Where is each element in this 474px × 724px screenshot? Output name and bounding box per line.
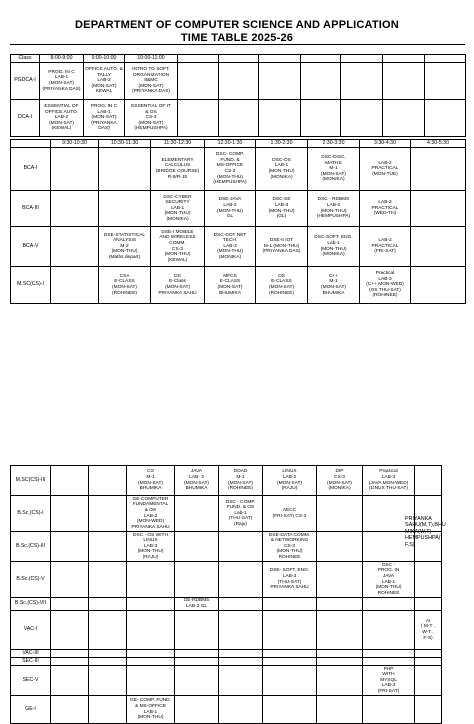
schedule-cell xyxy=(363,696,415,724)
schedule-cell: GE-RDBMS LAB-2 GL xyxy=(175,598,219,611)
schedule-cell xyxy=(175,611,219,650)
schedule-cell xyxy=(175,562,219,598)
timetable-msc3-bsc xyxy=(10,465,442,724)
class-label: BCA-V xyxy=(11,227,51,267)
column-header xyxy=(425,55,466,63)
table-row xyxy=(11,696,442,724)
schedule-cell: AI ( M-T , W-T , F-S) xyxy=(415,611,442,650)
schedule-cell xyxy=(51,191,99,227)
class-label: GE-I xyxy=(11,696,51,724)
schedule-cell xyxy=(51,227,99,267)
table-row xyxy=(11,227,466,267)
schedule-cell xyxy=(341,100,383,137)
schedule-cell xyxy=(317,658,363,666)
schedule-cell: DSC- COMP. FUND. & MS-OFFICE CS-3 (MON-THU) (HEMPUSHPA) xyxy=(205,148,256,191)
schedule-cell: PHP WITH MYSQL LAB-3 (FRI-SAT) xyxy=(363,666,415,696)
schedule-cell xyxy=(263,696,317,724)
schedule-cell xyxy=(317,666,363,696)
class-label: SEC-V xyxy=(11,666,51,696)
column-header xyxy=(341,55,383,63)
column-header: 10:30-11:30 xyxy=(99,140,151,148)
schedule-cell xyxy=(411,191,466,227)
schedule-cell xyxy=(219,63,259,100)
schedule-cell xyxy=(99,191,151,227)
schedule-cell: PROG. IN C LAB-1 (MON-SAT) (PRIYANKA DAS) xyxy=(84,100,125,137)
schedule-cell: DSE- SOFT. ENG. LAB-3 (THU-SAT) PRIYANKA SAHU xyxy=(263,562,317,598)
schedule-cell xyxy=(341,63,383,100)
schedule-cell xyxy=(51,496,89,532)
schedule-cell: LINUX LAB-2 (MON-SAT) (RAJU) xyxy=(263,466,317,496)
schedule-cell xyxy=(219,666,263,696)
schedule-cell: GE- COMP. FUND. & MS-OFFICE LAB-1 (MON-THU) xyxy=(127,696,175,724)
schedule-cell xyxy=(175,496,219,532)
column-header: 2:30-3:30 xyxy=(308,140,360,148)
schedule-cell: GE-COMPUTER FUNDAMENTAL & OS LAB-2 (MON-WED) PRIYANKA SAHU xyxy=(127,496,175,532)
schedule-cell xyxy=(89,598,127,611)
class-label: M.SC(CS)-I xyxy=(11,267,51,304)
schedule-cell: INTRO TO SOFT. ORGANIZATION 8&MC (MON-SAT) (PRIYANKA DAS) xyxy=(125,63,178,100)
class-label: SEC-III xyxy=(11,658,51,666)
schedule-cell xyxy=(89,650,127,658)
column-header: 4:30-5:30 xyxy=(411,140,466,148)
schedule-cell: DIP CS-3 (MON-SAT) (MONIKA) xyxy=(317,466,363,496)
table-row xyxy=(11,666,442,696)
schedule-cell xyxy=(301,63,341,100)
schedule-cell xyxy=(219,562,263,598)
schedule-cell xyxy=(175,650,219,658)
class-label: VAC-III xyxy=(11,650,51,658)
schedule-cell xyxy=(219,532,263,562)
schedule-cell xyxy=(127,666,175,696)
timetable-pg-diploma xyxy=(10,54,466,137)
timetable-subtitle: TIME TABLE 2025-26 xyxy=(180,32,294,44)
schedule-cell: DSE-STATISTICAL ANALYSIS M-2 (MON-THU) (Maths depart) xyxy=(99,227,151,267)
schedule-cell: MFCS E-CLASS (MON-SAT) BHUMIKA xyxy=(205,267,256,304)
schedule-cell xyxy=(51,696,89,724)
timetable-bca-msc1 xyxy=(10,139,466,304)
class-label: BCA-I xyxy=(11,148,51,191)
schedule-cell: DSE-II IOT M-1 (MON-THU) (PRIYANKA DAS) xyxy=(256,227,308,267)
schedule-cell xyxy=(415,666,442,696)
schedule-cell xyxy=(51,658,89,666)
schedule-cell xyxy=(89,696,127,724)
column-header: 10:00-11:00 xyxy=(125,55,178,63)
schedule-cell xyxy=(89,496,127,532)
column-header: 8:00-9:00 xyxy=(40,55,84,63)
schedule-cell xyxy=(178,100,219,137)
schedule-cell xyxy=(411,267,466,304)
schedule-cell xyxy=(317,696,363,724)
schedule-cell xyxy=(317,611,363,650)
schedule-cell xyxy=(317,562,363,598)
schedule-cell: LAB-2 PRACTICAL (MON-TUE) xyxy=(360,148,411,191)
schedule-cell xyxy=(51,650,89,658)
department-title: DEPARTMENT OF COMPUTER SCIENCE AND APPLICATION xyxy=(75,19,399,31)
class-label: B.Sc.(CS)-V xyxy=(11,562,51,598)
table-row xyxy=(11,466,442,496)
schedule-cell: ESSENTIAL OF OFFICE AUTO. LAB-2 (MON-SAT) (KEWAL) xyxy=(40,100,84,137)
schedule-cell xyxy=(415,696,442,724)
schedule-cell xyxy=(99,148,151,191)
column-header: 3:30-4:30 xyxy=(360,140,411,148)
schedule-cell: CSA E-CLASS (MON-SAT) (ROHINEE) xyxy=(99,267,151,304)
schedule-cell xyxy=(411,148,466,191)
schedule-cell: DSC - PROG. IN JAVA LAB-1 (MON-THU) ROHINEE xyxy=(363,562,415,598)
table-row xyxy=(11,267,466,304)
schedule-cell xyxy=(317,496,363,532)
schedule-cell xyxy=(51,666,89,696)
schedule-cell xyxy=(425,63,466,100)
schedule-cell xyxy=(51,532,89,562)
schedule-cell xyxy=(425,100,466,137)
schedule-cell: CG M-1 (MON-SAT) BHUMIKA xyxy=(127,466,175,496)
schedule-cell xyxy=(411,227,466,267)
column-header xyxy=(259,55,301,63)
schedule-cell: DSC - OS WITH LINUX LAB-3 (MON-THU) (RAJU) xyxy=(127,532,175,562)
table-row xyxy=(11,63,466,100)
header-divider xyxy=(10,44,465,45)
schedule-cell xyxy=(263,598,317,611)
schedule-cell xyxy=(175,696,219,724)
column-header xyxy=(11,140,51,148)
class-label: DCA-I xyxy=(11,100,40,137)
table-row xyxy=(11,532,442,562)
class-label: M.SC(CS)-III xyxy=(11,466,51,496)
schedule-cell xyxy=(219,611,263,650)
schedule-cell xyxy=(263,650,317,658)
schedule-cell xyxy=(317,598,363,611)
vac-faculty-note: PRIYANKA SAHU(M,T),BHU MIKA(W,T) HEMPUSHPA( F,S) xyxy=(405,516,446,548)
schedule-cell xyxy=(175,658,219,666)
schedule-cell: ELEMENTARY CALCULUS (BRIDGE COURSE) R-9/R-10 xyxy=(151,148,205,191)
schedule-cell xyxy=(263,658,317,666)
table-row xyxy=(11,611,442,650)
schedule-cell xyxy=(219,696,263,724)
column-header: 12:30-1:30 xyxy=(205,140,256,148)
schedule-cell xyxy=(89,466,127,496)
schedule-cell xyxy=(175,532,219,562)
schedule-cell: Practical LAB-3 (JAVA MON-WED) (LINUX THU-SAT) xyxy=(363,466,415,496)
schedule-cell: DSC-DISC. MATHS M-1 (MON-SAT) (MONIKA) xyxy=(308,148,360,191)
schedule-cell xyxy=(175,666,219,696)
schedule-cell xyxy=(51,267,99,304)
column-header xyxy=(301,55,341,63)
schedule-cell xyxy=(415,650,442,658)
schedule-cell: DSC-SE LAB-3 (MON-THU) (GL) xyxy=(256,191,308,227)
schedule-cell: C++ M-1 (MON-SAT) BHUMIKA xyxy=(308,267,360,304)
schedule-cell: LAB-2 PRACTICAL (WED-TH) xyxy=(360,191,411,227)
table-row xyxy=(11,598,442,611)
schedule-cell xyxy=(383,63,425,100)
schedule-cell xyxy=(219,598,263,611)
schedule-cell: AECC (FRI-SAT) CS-3 xyxy=(263,496,317,532)
schedule-cell: DSE-JAVA LAB-2 (MON-THU) GL xyxy=(205,191,256,227)
schedule-cell: Practical LAB-3 (C++ MON-WED) (OS THU-SAT) (ROHINEE) xyxy=(360,267,411,304)
column-header: 11:30-12:30 xyxy=(151,140,205,148)
schedule-cell xyxy=(415,466,442,496)
schedule-cell: DSC-OS LAB-1 (MON-THU) (MONIKA) xyxy=(256,148,308,191)
table-row xyxy=(11,650,442,658)
schedule-cell: DSC-SOFT. ENG. Lab-1 (MON-THU) (MONIKA) xyxy=(308,227,360,267)
table-row xyxy=(11,191,466,227)
schedule-cell: JAVA LAB- 3 (MON-SAT) BHUMIKA xyxy=(175,466,219,496)
schedule-cell xyxy=(259,100,301,137)
schedule-cell: DSC-DOT NET TECH. LAB-3 (MON-THU) (MONIKA) xyxy=(205,227,256,267)
schedule-cell: DOAD M-1 (MON-SAT) (ROHINEE) xyxy=(219,466,263,496)
table-row xyxy=(11,562,442,598)
column-header: 9:00-10:00 xyxy=(84,55,125,63)
schedule-cell xyxy=(178,63,219,100)
schedule-cell xyxy=(127,611,175,650)
column-header xyxy=(219,55,259,63)
schedule-cell xyxy=(127,598,175,611)
schedule-cell xyxy=(127,650,175,658)
class-label: BCA-III xyxy=(11,191,51,227)
schedule-cell xyxy=(51,598,89,611)
schedule-cell xyxy=(89,611,127,650)
table-row xyxy=(11,658,442,666)
schedule-cell xyxy=(89,666,127,696)
schedule-cell: DSC - COMP. FUND. & OS Lab-1 (THU-SAT) (Raju) xyxy=(219,496,263,532)
schedule-cell xyxy=(51,611,89,650)
schedule-cell: OFFICE AUTO. & TALLY LAB-2 (MON-SAT) KEWAL xyxy=(84,63,125,100)
schedule-cell: LAB-2 PRACTICAL (FRI-SAT) xyxy=(360,227,411,267)
schedule-cell xyxy=(415,658,442,666)
class-label: B.Sc.(CS)-VII xyxy=(11,598,51,611)
schedule-cell xyxy=(363,658,415,666)
column-header: 9:30-10:30 xyxy=(51,140,99,148)
schedule-cell xyxy=(415,562,442,598)
class-label: B.Sc.(CS)-I xyxy=(11,496,51,532)
column-header: 1:30-2:30 xyxy=(256,140,308,148)
schedule-cell xyxy=(219,100,259,137)
column-header xyxy=(383,55,425,63)
schedule-cell: DSC - RDBMS LAB-2 (MON-THU) (HEMPUSHPA) xyxy=(308,191,360,227)
column-header: Class xyxy=(11,55,40,63)
schedule-cell: OS E-CLASS (MON-SAT) (ROHINEE) xyxy=(256,267,308,304)
schedule-cell xyxy=(51,466,89,496)
schedule-cell: DSE-I MOBILE AND WIRELESS COMM. CS-3 (MON-THU) (KEWAL) xyxy=(151,227,205,267)
schedule-cell xyxy=(89,562,127,598)
schedule-cell xyxy=(363,598,415,611)
schedule-cell xyxy=(363,650,415,658)
schedule-cell xyxy=(301,100,341,137)
schedule-cell xyxy=(383,100,425,137)
schedule-cell xyxy=(89,658,127,666)
table-row xyxy=(11,100,466,137)
schedule-cell xyxy=(317,650,363,658)
schedule-cell xyxy=(89,532,127,562)
table-row xyxy=(11,148,466,191)
schedule-cell xyxy=(219,650,263,658)
schedule-cell xyxy=(219,658,263,666)
schedule-cell: DS E-Class (MON-SAT) PRIYANKA SAHU xyxy=(151,267,205,304)
schedule-cell xyxy=(263,666,317,696)
schedule-cell xyxy=(263,611,317,650)
schedule-cell: PROG. IN C LAB-1 (MON-SAT) (PRIYANKA DAS) xyxy=(40,63,84,100)
schedule-cell xyxy=(317,532,363,562)
schedule-cell xyxy=(259,63,301,100)
schedule-cell xyxy=(127,562,175,598)
class-label: VAC-I xyxy=(11,611,51,650)
schedule-cell xyxy=(415,598,442,611)
table-row xyxy=(11,496,442,532)
schedule-cell: ESSENTIAL OF IT & OS CS-3 (MON-SAT) (HEMPUSHPA) xyxy=(125,100,178,137)
class-label: B.Sc.(CS)-III xyxy=(11,532,51,562)
schedule-cell xyxy=(127,658,175,666)
schedule-cell xyxy=(51,562,89,598)
column-header xyxy=(178,55,219,63)
class-label: PGDCA-I xyxy=(11,63,40,100)
schedule-cell xyxy=(363,611,415,650)
schedule-cell: DSE-DATA COMM. & NETWORKING CS-3 (MON-THU) ROHINEE xyxy=(263,532,317,562)
schedule-cell: DSC-CYBER SECURITY LAB-1 (MON-THU) (MONIKA) xyxy=(151,191,205,227)
schedule-cell xyxy=(51,148,99,191)
